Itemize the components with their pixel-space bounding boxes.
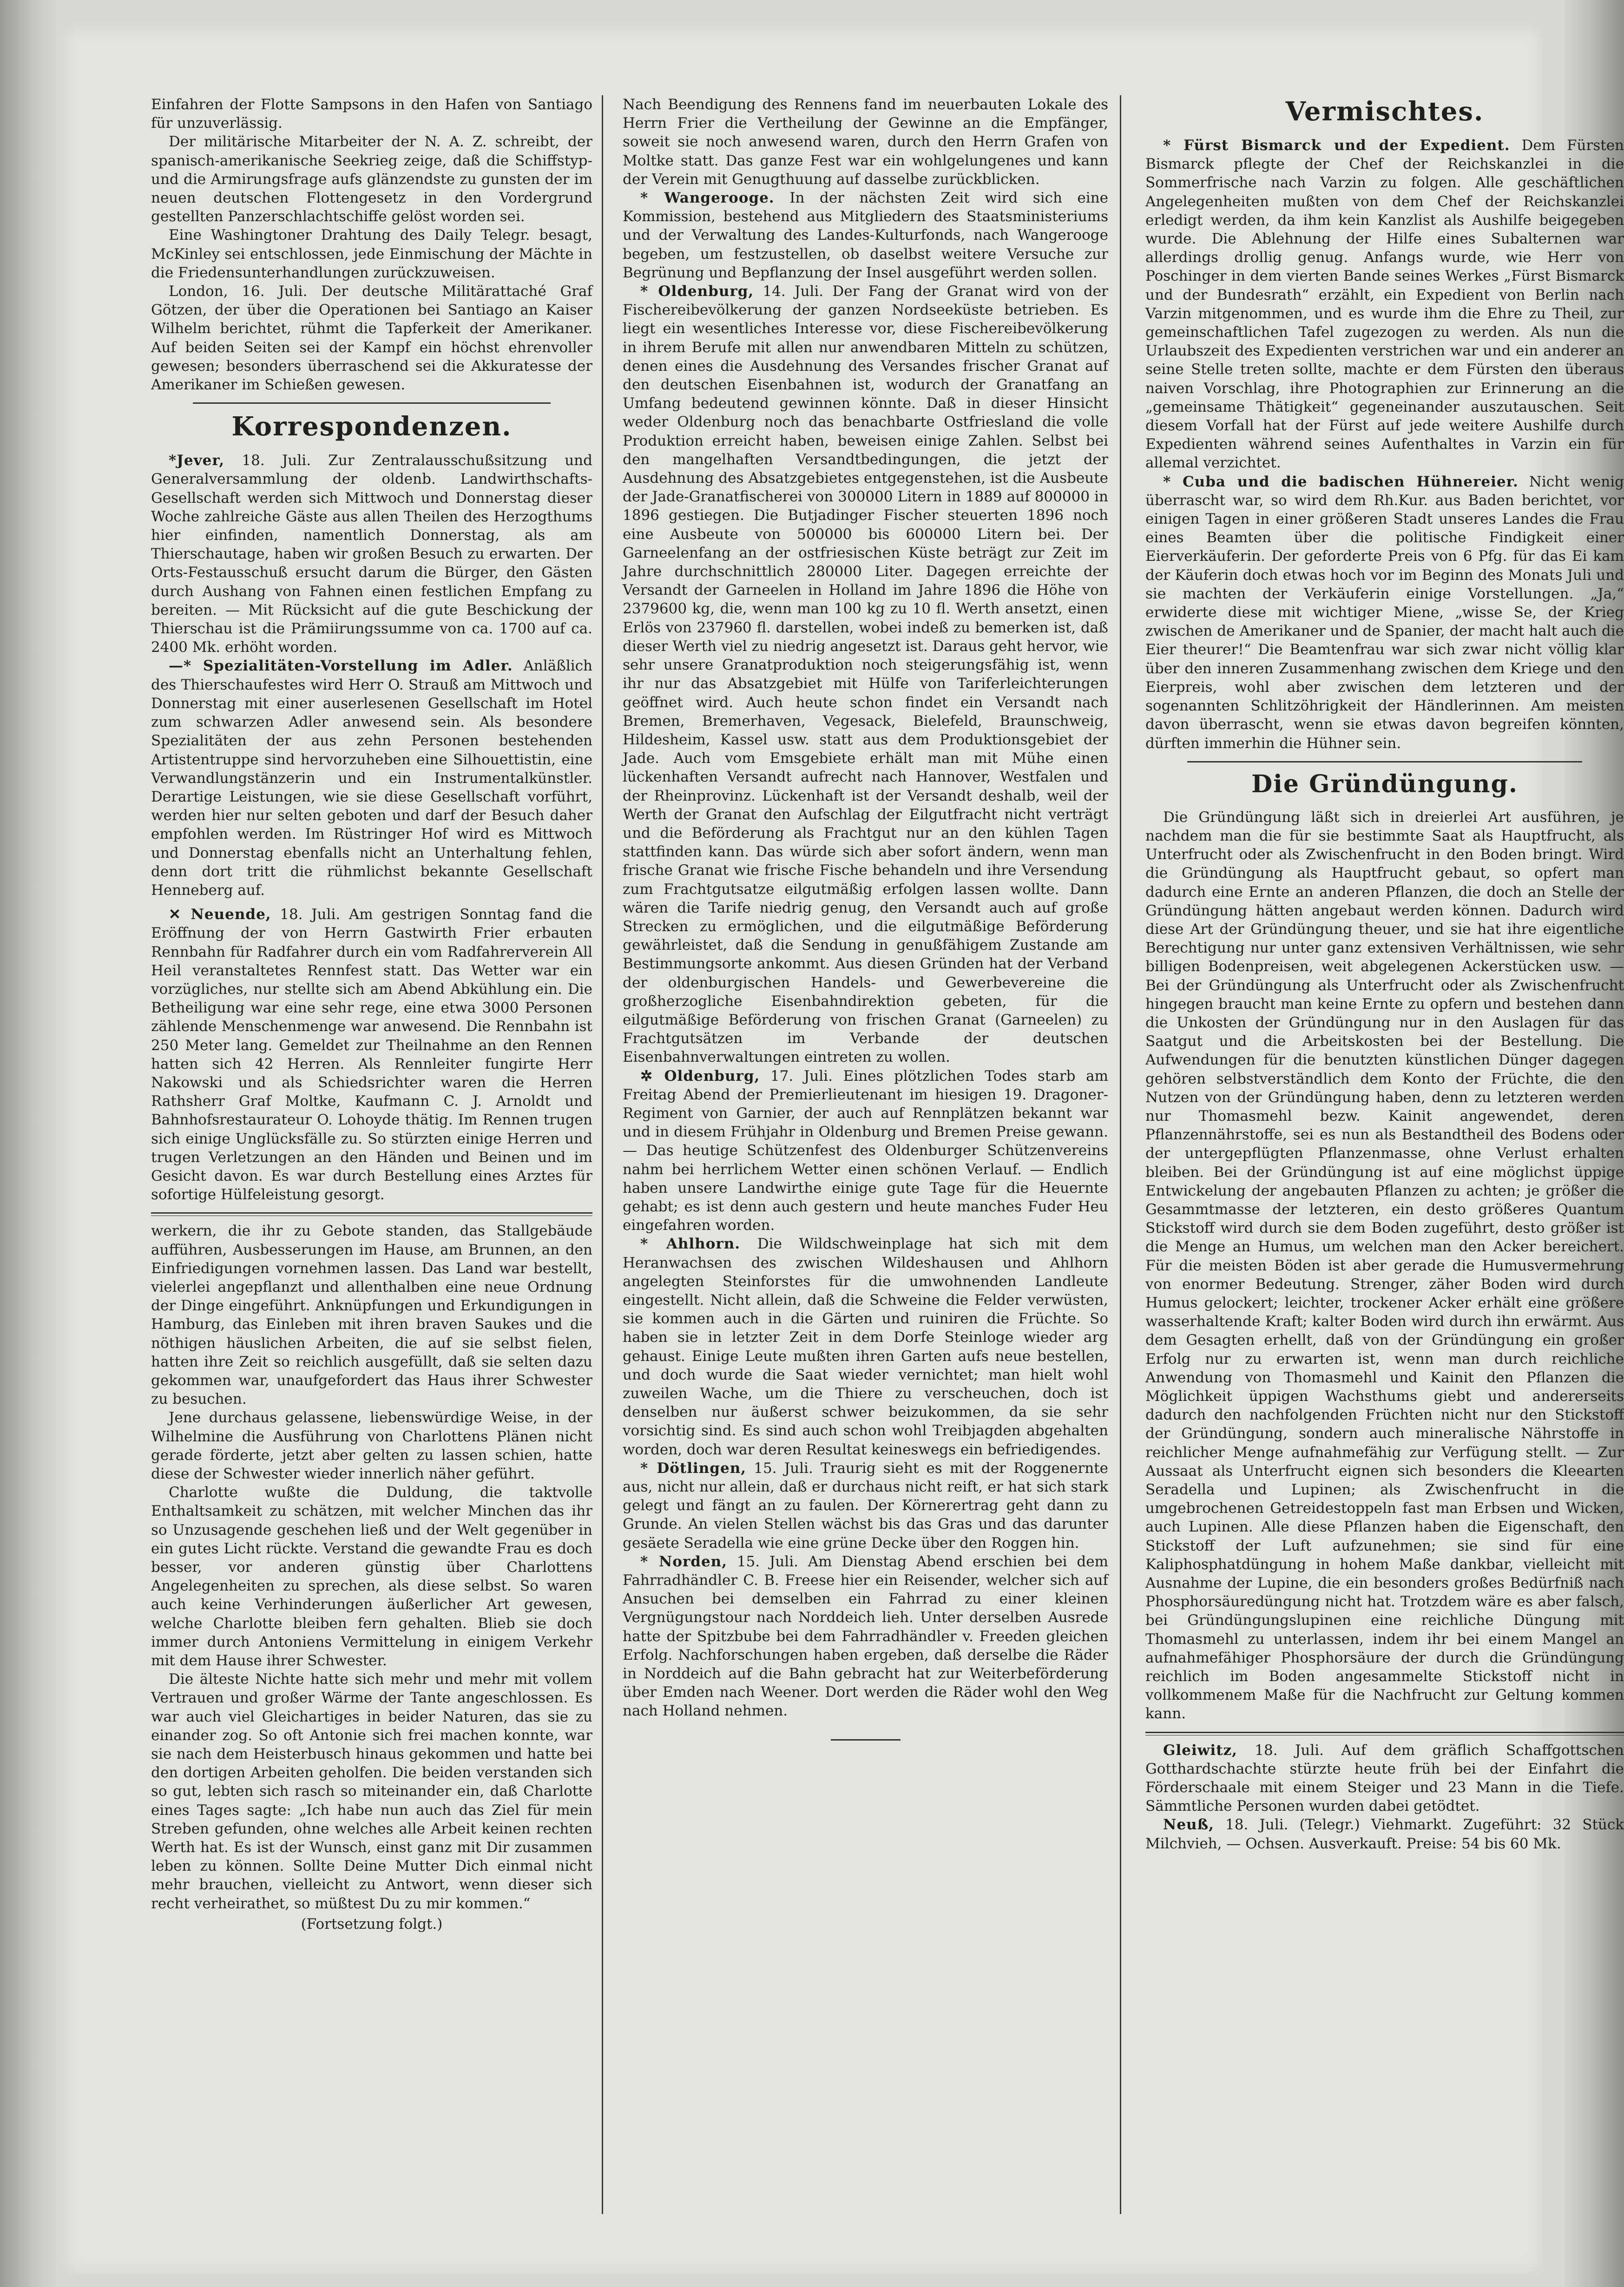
- article-heading: * Cuba und die badischen Hühnereier.: [1163, 473, 1519, 490]
- article-text: 18. Juli. (Telegr.) Viehmarkt. Zugeführt: 32 Stück Milchvieh, — Ochsen. Ausverkauft. Preise: 54 bis 60 Mk.: [1145, 1816, 1624, 1852]
- column-2: [623, 95, 1108, 1741]
- article-text: In der nächsten Zeit wird sich eine Kommission, bestehend aus Mitgliedern des Staatsministeriums und der Verwaltung des Landes-Kulturfonds, nach Wangerooge begeben, um festzustellen, ob daselbst weitere Versuche zur Begrünung und Bepflanzung der Insel ausgeführt werden sollen.: [623, 190, 1109, 281]
- serial-paragraph: werkern, die ihr zu Gebote standen, das Stallgebäude aufführen, Ausbesserungen im Hause, am Brunnen, an den Einfriedigungen vornehmen lassen. Das Land war bestellt, vielerlei angepflanzt und allenthalben eine neue Ordnung der Dinge eingeführt. Anknüpfungen und Erkundigungen in Hamburg, das Einleben mit ihren braven Saukes und die nöthigen häuslichen Arbeiten, die auf sie selbst fielen, hatten ihre Zeit so reichlich ausgefüllt, daß sie selten dazu gekommen war, unaufgefordert das Haus ihrer Schwester zu besuchen.: [151, 1222, 592, 1408]
- serial-paragraph: Die älteste Nichte hatte sich mehr und mehr mit vollem Vertrauen und großer Wärme der Tante angeschlossen. Es war auch viel Gleichartiges in beider Naturen, das sie zu einander zog. So oft Antonie sich frei machen konnte, war sie nach dem Heisterbusch hinaus gekommen und hatte bei den dortigen Arbeiten geholfen. Die beiden verstanden sich so gut, lebten sich rasch so miteinander ein, daß Charlotte eines Tages sagte: „Ich habe nun auch das Ziel für mein Streben gefunden, ohne welches alle Arbeit keinen rechten Werth hat. Es ist der Wunsch, einst ganz mit Dir zusammen leben zu können. Sollte Deine Mutter Dich einmal nicht mehr brauchen, vielleicht zu Antwort, wenn dieser sich recht verheirathet, so müßtest Du zu mir kommen.“: [151, 1671, 592, 1912]
- article-text: 15. Juli. Am Dienstag Abend erschien bei dem Fahrradhändler C. B. Freese hier ein Reisender, welcher sich auf Ansuchen bei demselben ein Fahrrad zu einer kleinen Vergnügungstour nach Norddeich lieh. Unter derselben Ausrede hatte der Spitzbube bei dem Fahrradhändler v. Freeden gleichen Erfolg. Nachforschungen haben ergeben, daß derselbe die Räder in Norddeich auf die Bahn gebracht hat zur Weiterbeförderung über Emden nach Weener. Dort werden die Räder wohl den Weg nach Holland nehmen.: [623, 1553, 1108, 1720]
- serial-paragraph: Jene durchaus gelassene, liebenswürdige Weise, in der Wilhelmine die Ausführung von Charlottens Plänen nicht gerade förderte, jetzt aber gelten zu lassen schien, hatte diese der Schwester wieder innerlich näher geführt.: [151, 1409, 592, 1483]
- article-gruendungung: Die Gründüngung läßt sich in dreierlei Art ausführen, je nachdem man die für sie bestimmte Saat als Hauptfrucht, als Unterfrucht oder als Zwischenfrucht in den Boden bringt. Wird die Gründüngung als Hauptfrucht gebaut, so opfert man dadurch eine Ernte an anderen Pflanzen, die doch an Stelle der Gründüngung hätten angebaut werden können. Dadurch wird diese Art der Gründüngung theuer, und sie hat ihre eigentliche Berechtigung nur unter ganz extensiven Verhältnissen, wie sehr billigen Bodenpreisen, weit abgelegenen Ackerstücken usw. — Bei der Gründüngung als Unterfrucht oder als Zwischenfrucht hingegen braucht man keine Ernte zu opfern und bestehen dann die Unkosten der Gründüngung nur in den Auslagen für das Saatgut und die Arbeitskosten bei der Bestellung. Die Aufwendungen für die benutzten künstlichen Dünger dagegen gehören selbstverständlich dem Konto der Früchte, die den Nutzen von der Gründüngung haben, denn zu letzteren werden nur Thomasmehl bezw. Kainit angewendet, deren Pflanzennährstoffe, sei es nun als Bestandtheil des Bodens oder der untergepflügten Pflanzenmasse, ohne Verlust erhalten bleiben. Bei der Gründüngung ist auf eine möglichst üppige Entwickelung der angebauten Pflanzen zu achten; je größer die Gesammtmasse der letzteren, ein desto größeres Quantum Stickstoff wird durch sie dem Boden zugeführt, desto größer ist die Menge an Humus, um welchen man den Acker bereichert. Für die meisten Böden ist aber gerade die Humusvermehrung von enormer Bedeutung. Strenger, zäher Boden wird durch Humus gelockert; leichter, trockener Acker erhält eine größere wasserhaltende Kraft; kalter Boden wird durch ihn erwärmt. Aus dem Gesagten erhellt, daß von der Gründüngung ein großer Erfolg nur zu erwarten ist, wenn man durch reichliche Anwendung von Thomasmehl und Kainit den Pflanzen die Möglichkeit üppigen Wachsthums giebt und andererseits dadurch den nachfolgenden Früchten nicht nur den Stickstoff der Gründüngung, sondern auch mineralische Nährstoffe in reichlicher Menge aufnahmefähig zur Verfügung stellt. — Zur Aussaat als Unterfrucht eignen sich besonders die Kleearten Seradella und Lupinen; als Zwischenfrucht in die umgebrochenen Getreidestoppeln fast man Erbsen und Wicken, auch Lupinen. Alle diese Pflanzen haben die Eigenschaft, den Stickstoff der Luft aufzunehmen; sie sind für eine Kaliphosphatdüngung in hohem Maße dankbar, vielleicht mit Ausnahme der Lupine, die ein besonders großes Bedürfniß nach Phosphorsäuredüngung nicht hat. Trotzdem wäre es aber falsch, bei Gründüngungslupinen eine reichliche Düngung mit Thomasmehl zu unterlassen, indem ihr bei einem Mangel an aufnahmefähiger Phosphorsäure der durch die Gründüngung reichlich im Boden angesammelte Stickstoff nicht in vollkommenem Maße für die Nachfrucht zur Geltung kommen kann.: [1145, 808, 1624, 1722]
- news-paragraph: Eine Washingtoner Drahtung des Daily Telegr. besagt, McKinley sei entschlossen, jede Einmischung der Mächte in die Friedensunterhandlungen zurückzuweisen.: [151, 227, 592, 281]
- newspaper-page: [63, 26, 1624, 2274]
- section-title-gruendungung: Die Gründüngung.: [1251, 769, 1518, 798]
- article-neuss: [1145, 1815, 1624, 1853]
- place-name: * Norden,: [640, 1553, 728, 1570]
- place-name: Neuß,: [1163, 1816, 1214, 1834]
- article-text: Nicht wenig überrascht war, so wird dem Rh.Kur. aus Baden berichtet, vor einigen Tagen in einer größeren Stadt unseres Landes die Frau eines Beamten über die politische Findigkeit einer Eierverkäuferin. Der geforderte Preis von 6 Pfg. für das Ei kam der Käuferin doch etwas hoch vor im Beginn des Monats Juli und sie machten der Verkäuferin einige Vorstellungen. „Ja,“ erwiderte diese mit wichtiger Miene, „wisse Se, der Krieg zwischen de Amerikaner und de Spanier, der macht halt auch die Eier theurer!“ Die Beamtenfrau war sich zwar nicht völlig klar über den inneren Zusammenhang zwischen dem Kriege und den Eierpreis, wohl aber zwischen dem letzteren und der sogenannten Schlitzöhrigkeit der Händlerinnen. Am meisten davon überrascht, wenn sie etwas davon begreifen könnten, dürften immerhin die Hühner sein.: [1145, 473, 1624, 752]
- to-be-continued: (Fortsetzung folgt.): [301, 1915, 443, 1932]
- end-rule: [831, 1739, 901, 1741]
- separator-rule: [193, 402, 551, 404]
- article-text: Dem Fürsten Bismarck pflegte der Chef der Reichskanzlei in die Sommerfrische nach Varzin zu folgen. Alle geschäftlichen Angelegenheiten mußten von dem Chef der Reichskanzlei erledigt werden, da ihm kein Kanzlist als Aushilfe beigegeben wurde. Die Ablehnung der Hilfe eines Subalternen war allerdings drollig genug. Anfangs wurde, wie Herr von Poschinger in dem vierten Bande seines Werkes „Fürst Bismarck und der Bundesrath“ erzählt, ein Expedient von Berlin nach Varzin mitgenommen, und es wurde ihm die Ehre zu Theil, zur gemeinschaftlichen Tafel zugezogen zu werden. Als nun die Urlaubszeit des Expedienten verstrichen war und ein anderer an seine Stelle treten sollte, machte er dem Fürsten den überaus naiven Vorschlag, ihre Photographien zur Erinnerung an die „gemeinsame Thätigkeit“ gegeneinander auszutauschen. Seit diesem Vorfall hat der Fürst auf jede weitere Aushilfe durch Expedienten während seines Aufenthaltes in Varzin ein für allemal verzichtet.: [1145, 137, 1624, 472]
- article-neuende: [151, 905, 592, 1204]
- column-rule: [602, 95, 603, 2214]
- article-ahlhorn: [623, 1235, 1108, 1459]
- article-text: 18. Juli. Zur Zentralausschußsitzung und Generalversammlung der oldenb. Landwirthschafts-Gesellschaft werden sich Mittwoch und Donnerstag dieser Woche zahlreiche Gäste aus allen Theilen des Herzogthums hier einfinden, namentlich Donnerstag, als am Thierschautage, haben wir großen Besuch zu erwarten. Der Orts-Festausschuß ersucht darum die Bürger, den Gästen durch Aushang von Fahnen einen festlichen Empfang zu bereiten. — Mit Rücksicht auf die gute Beschickung der Thierschau ist die Prämiirungssumme von ca. 1700 auf ca. 2400 Mk. erhöht worden.: [151, 452, 592, 656]
- serial-paragraph: Charlotte wußte die Duldung, die taktvolle Enthaltsamkeit zu schätzen, mit welcher Minchen das ihr so Unzusagende geschehen ließ und der Welt gegenüber in ein gutes Licht rückte. Verstand die gewandte Frau es doch besser, vor anderen günstig über Charlottens Angelegenheiten zu sprechen, als diese selbst. So waren auch keine Verhinderungen äußerlicher Art gewesen, welche Charlotte bleiben fern gehalten. Blieb sie doch immer durch Antoniens Vermittelung in einigem Verkehr mit dem Hause ihrer Schwester.: [151, 1484, 592, 1669]
- article-jever: [151, 451, 592, 657]
- article-text: 18. Juli. Am gestrigen Sonntag fand die Eröffnung der von Herrn Gastwirth Frier erbauten Rennbahn für Radfahrer durch ein vom Radfahrerverein All Heil veranstaltetes Rennfest statt. Das Wetter war ein vorzügliches, nur stellte sich am Abend Abkühlung ein. Die Betheiligung war eine sehr rege, eine etwa 3000 Personen zählende Menschenmenge war anwesend. Die Rennbahn ist 250 Meter lang. Gemeldet zur Theilnahme an den Rennen hatten sich 42 Herren. Als Rennleiter fungirte Herr Nakowski und als Schiedsrichter waren die Herren Rathsherr Graf Moltke, Kaufmann C. J. Arnoldt und Bahnhofsrestaurateur O. Lohoyde thätig. Im Rennen trugen sich einige Unglücksfälle zu. So stürzten einige Herren und trugen Verletzungen an den Händen und Beinen und im Gesicht davon. Es war durch Bestellung eines Arztes für sofortige Hülfeleistung gesorgt.: [151, 906, 593, 1203]
- article-gleiwitz: [1145, 1741, 1624, 1816]
- article-text: Die Wildschweinplage hat sich mit dem Heranwachsen des zwischen Wildeshausen und Ahlhorn angelegten Steinforstes für die umwohnenden Landleute eingestellt. Nicht allein, daß die Schweine die Felder verwüsten, sie kommen auch in die Gärten und ruiniren die Früchte. So haben sie in letzter Zeit in dem Dorfe Steinloge wieder arg gehaust. Einige Leute mußten ihren Garten aufs neue bestellen, und doch wurde die Saat wieder vernichtet; man hielt wohl zuweilen Wache, um die Thiere zu verscheuchen, doch ist denselben nur äußerst schwer beizukommen, da sie sehr vorsichtig sind. Es sind auch schon wohl Treibjagden abgehalten worden, doch war deren Resultat keineswegs ein befriedigendes.: [623, 1236, 1108, 1458]
- article-text: Anläßlich des Thierschaufestes wird Herr O. Strauß am Mittwoch und Donnerstag mit einer auserlesenen Gesellschaft im Hotel zum schwarzen Adler anwesend sein. Als besondere Spezialitäten der aus zehn Personen bestehenden Artistentruppe sind hervorzuheben eine Silhouettistin, eine Verwandlungstänzerin und ein Instrumentalkünstler. Derartige Leistungen, wie sie diese Gesellschaft vorführt, werden hier nur selten geboten und darf der Besuch daher empfohlen werden. Im Rüstringer Hof wird es Mittwoch und Donnerstag ebenfalls nicht an Unterhaltung fehlen, denn dort tritt die rühmlichst bekannte Gesellschaft Henneberg auf.: [151, 657, 593, 899]
- column-1: [151, 95, 592, 1933]
- separator-rule: [1145, 1732, 1624, 1735]
- place-name: * Ahlhorn.: [640, 1236, 741, 1253]
- news-paragraph: Der militärische Mitarbeiter der N. A. Z. schreibt, der spanisch-amerikanische Seekrieg zeige, daß die Schiffstyp- und die Armirungsfrage aufs glänzendste zu gunsten der im neuen deutschen Flottengesetz in den Vordergrund gestellten Panzerschlachtschiffe gelöst worden sei.: [151, 133, 592, 225]
- article-text: 14. Juli. Der Fang der Granat wird von der Fischereibevölkerung der ganzen Nordseeküste betrieben. Es liegt ein wesentliches Interesse vor, diese Fischereibevölkerung in ihrem Berufe mit allen nur anwendbaren Mitteln zu schützen, denen eines die Ausdehnung des Versandes frischer Granat auf den deutschen Eisenbahnen ist, wodurch der Granatfang an Umfang bedeutend gewinnen könnte. Daß in dieser Hinsicht weder Oldenburg noch das benachbarte Ostfriesland die volle Produktion erreicht haben, beweisen einige Zahlen. Selbst bei den mangelhaften Versandtbedingungen, die jetzt der Ausdehnung des Absatzgebietes entgegenstehen, ist die Ausbeute der Jade-Granatfischerei von 300000 Litern in 1889 auf 800000 in 1896 gestiegen. Die Butjadinger Fischer steuerten 1896 noch eine Ausbeute von 500000 bis 600000 Litern bei. Der Garneelenfang an der ostfriesischen Küste beträgt zur Zeit im Jahre durchschnittlich 280000 Liter. Dagegen erreichte der Versandt der Garneelen in Holland im Jahre 1896 die Höhe von 2379600 kg, die, wenn man 100 kg zu 10 fl. Werth ansetzt, einen Erlös von 237960 fl. darstellen, wobei indeß zu bemerken ist, daß dieser Werth viel zu niedrig angesetzt ist. Daraus geht hervor, wie sehr unsere Granatproduktion noch steigerungsfähig ist, wenn ihr nur das Absatzgebiet mit Hülfe von Tariferleichterungen geöffnet wird. Auch heute schon findet ein Versandt nach Bremen, Bremerhaven, Vegesack, Bielefeld, Braunschweig, Hildesheim, Kassel usw. statt aus dem Produktionsgebiet der Jade. Auch vom Emsgebiete erhält man mit Mühe einen lückenhaften Versandt aufrecht nach Hannover, Westfalen und der Rheinprovinz. Lückenhaft ist der Versandt deshalb, weil der Werth der Granat den Aufschlag der Eilgutfracht nicht verträgt und die Beförderung als Frachtgut nur an den kühlen Tagen stattfinden kann. Das würde sich aber sofort ändern, wenn man frische Granat wie frische Fische behandeln und ihre Versendung zum Frachtgutsatze eilgutmäßig erfolgen lassen wollte. Dann wären die Tarife niedrig genug, den Versandt auch auf große Strecken zu ermöglichen, und die eilgutmäßige Beförderung gewährleistet, daß die Sendung in genußfähigem Zustande am Bestimmungsorte ankommt. Aus diesen Gründen hat der Verband der oldenburgischen Handels- und Gewerbevereine die großherzogliche Eisenbahndirektion gebeten, für die eilgutmäßige Beförderung von frischen Granat (Garneelen) zu Frachtgutsätzen im Verbande der deutschen Eisenbahnverwaltungen eintreten zu wollen.: [623, 283, 1108, 1066]
- news-paragraph: Einfahren der Flotte Sampsons in den Hafen von Santiago für unzuverlässig.: [151, 96, 592, 132]
- article-text: 18. Juli. Auf dem gräflich Schaffgottschen Gotthardschachte stürzte heute früh bei der Einfahrt die Förderschaale mit einem Steiger und 23 Mann in die Tiefe. Sämmtliche Personen wurden dabei getödtet.: [1145, 1742, 1624, 1815]
- place-name: * Wangerooge.: [640, 190, 775, 207]
- place-name: * Dötlingen,: [640, 1459, 747, 1477]
- article-heading: —* Spezialitäten-Vorstellung im Adler.: [169, 657, 513, 675]
- article-oldenburg-17: [623, 1067, 1108, 1235]
- article-cuba: [1145, 473, 1624, 753]
- place-name: *Jever,: [169, 452, 225, 469]
- section-title-korrespondenzen: Korrespondenzen.: [231, 411, 512, 442]
- article-wangerooge: [623, 189, 1108, 282]
- place-name: * Oldenburg,: [640, 283, 754, 300]
- section-title-vermischtes: Vermischtes.: [1285, 96, 1484, 127]
- article-heading: * Fürst Bismarck und der Expedient.: [1163, 137, 1510, 154]
- column-rule: [1120, 95, 1121, 2214]
- separator-rule: [1187, 761, 1582, 762]
- column-3: [1145, 95, 1624, 1853]
- place-name: Gleiwitz,: [1163, 1742, 1237, 1759]
- article-text: 15. Juli. Traurig sieht es mit der Roggenernte aus, nicht nur allein, daß er durchaus nicht reift, er hat sich stark gelegt und fängt an zu faulen. Der Körnerertrag geht dann zu Grunde. An vielen Stellen wächst bis das Gras und das darunter gesäete Seradella wie eine grüne Decke über den Roggen hin.: [623, 1459, 1108, 1551]
- feuilleton-separator: [151, 1212, 592, 1216]
- article-spezialitaeten: [151, 657, 592, 900]
- article-doetlingen: [623, 1459, 1108, 1552]
- article-bismarck: [1145, 136, 1624, 473]
- article-norden: [623, 1552, 1108, 1721]
- news-paragraph: Nach Beendigung des Rennens fand im neuerbauten Lokale des Herrn Frier die Vertheilung der Gewinne an die Empfänger, soweit sie noch anwesend waren, durch den Herrn Grafen von Moltke statt. Das ganze Fest war ein wohlgelungenes und kann der Verein mit Genugthuung auf dasselbe zurückblicken.: [623, 96, 1108, 188]
- scan-edge-left: [0, 0, 56, 2287]
- place-name: ✕ Neuende,: [169, 906, 271, 923]
- news-paragraph: London, 16. Juli. Der deutsche Militärattaché Graf Götzen, der über die Operationen bei Santiago an Kaiser Wilhelm berichtet, rühmt die Tapferkeit der Amerikaner. Auf beiden Seiten sei der Kampf ein höchst ehrenvoller gewesen; besonders überraschend sei die Akkuratesse der Amerikaner im Schießen gewesen.: [151, 283, 592, 394]
- article-text: 17. Juli. Eines plötzlichen Todes starb am Freitag Abend der Premierlieutenant im hiesigen 19. Dragoner-Regiment von Garnier, der auch auf Rennplätzen bekannt war und in diesem Frühjahr in Oldenburg und Bremen Preise gewann. — Das heutige Schützenfest des Oldenburger Schützenvereins nahm bei herrlichem Wetter einen schönen Verlauf. — Endlich haben unsere Landwirthe einige gute Tage für die Heuernte gehabt; es ist denn auch gestern und heute manches Fuder Heu eingefahren worden.: [623, 1067, 1109, 1234]
- place-name: ✲ Oldenburg,: [640, 1067, 760, 1084]
- article-oldenburg-14: [623, 282, 1108, 1067]
